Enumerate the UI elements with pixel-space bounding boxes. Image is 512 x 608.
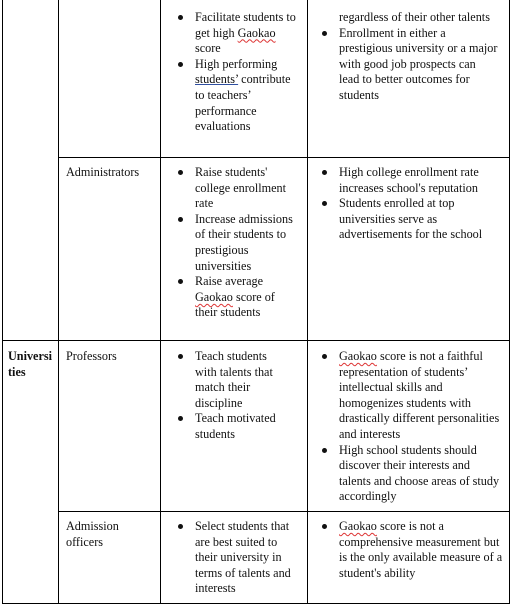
bullet-icon: [178, 416, 183, 421]
list-item: Teach motivated students: [175, 411, 285, 442]
bullet-list: [175, 10, 300, 135]
table-border-bottom: [2, 603, 510, 604]
row4-col4-cell: [319, 519, 504, 581]
list-item: Raise students' college enrollment rate: [175, 165, 293, 212]
row-divider-1: [58, 157, 510, 158]
table-border-left: [2, 0, 3, 604]
row4-col3-cell: [175, 519, 297, 597]
row-divider-3: [58, 511, 510, 512]
bullet-list: [175, 519, 297, 597]
bullet-icon: [178, 62, 183, 67]
list-item: High school students should discover their interests and talents and choose areas of study accordingly: [319, 443, 504, 505]
table-border-right: [509, 0, 510, 604]
row3-col3-cell: [175, 349, 285, 443]
list-item: Gaokao score is not a comprehensive measurement but is the only available measure of a student's ability: [319, 519, 504, 581]
stakeholder-label: Administrators: [66, 165, 140, 179]
bullet-icon: [178, 170, 183, 175]
row1-col4-cell: [319, 10, 499, 104]
continued-text: regardless of their other talents: [339, 10, 490, 24]
row3-category-cell: [8, 349, 56, 380]
row3-stakeholder-cell: [66, 349, 156, 365]
bullet-list: [319, 165, 489, 243]
row1-col3-cell: [175, 10, 300, 135]
bullet-list: [319, 349, 504, 505]
list-item: Increase admissions of their students to prestigious universities: [175, 212, 293, 274]
bullet-icon: [322, 170, 327, 175]
list-item: High performing students’ contribute to teachers’ performance evaluations: [175, 57, 300, 135]
bullet-list: [319, 519, 504, 581]
list-item: Raise average Gaokao score of their students: [175, 274, 293, 321]
list-item: Enrollment in either a prestigious university or a major with good job prospects can lead to better outcomes for students: [319, 26, 499, 104]
column-divider-3: [307, 0, 308, 604]
bullet-icon: [178, 279, 183, 284]
bullet-icon: [322, 524, 327, 529]
column-divider-1: [58, 0, 59, 604]
stakeholder-label: Admission officers: [66, 519, 119, 549]
bullet-list: [175, 165, 293, 321]
row3-col4-cell: [319, 349, 504, 505]
row4-stakeholder-cell: [66, 519, 136, 550]
bullet-list: [319, 26, 499, 104]
list-item: Gaokao score is not a faithful representation of students’ intellectual skills and homogenizes students with drastically different personalities and interests: [319, 349, 504, 443]
bullet-icon: [178, 354, 183, 359]
bullet-icon: [178, 524, 183, 529]
bullet-icon: [322, 201, 327, 206]
list-item: Facilitate students to get high Gaokao score: [175, 10, 300, 57]
list-item: Select students that are best suited to their university in terms of talents and interests: [175, 519, 297, 597]
category-label: Universities: [8, 349, 53, 379]
row2-col3-cell: [175, 165, 293, 321]
row-divider-2: [2, 340, 510, 341]
list-item: High college enrollment rate increases school's reputation: [319, 165, 489, 196]
bullet-list: [175, 349, 285, 443]
row2-stakeholder-cell: [66, 165, 156, 181]
list-item: Students enrolled at top universities serve as advertisements for the school: [319, 196, 489, 243]
bullet-icon: [178, 15, 183, 20]
column-divider-2: [160, 0, 161, 604]
bullet-icon: [322, 354, 327, 359]
stakeholder-label: Professors: [66, 349, 117, 363]
row2-col4-cell: [319, 165, 489, 243]
bullet-icon: [322, 31, 327, 36]
bullet-icon: [178, 217, 183, 222]
list-item: Teach students with talents that match their discipline: [175, 349, 285, 411]
bullet-icon: [322, 448, 327, 453]
